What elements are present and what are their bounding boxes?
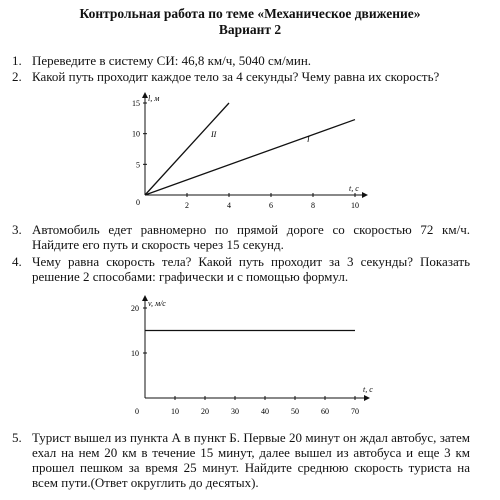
x-axis-label: t, с xyxy=(363,385,373,394)
x-tick-label: 8 xyxy=(311,201,315,210)
y-axis-label: l, м xyxy=(148,94,160,103)
x-tick-label: 70 xyxy=(351,407,359,416)
distance-time-chart xyxy=(0,90,500,220)
y-tick-label: 5 xyxy=(136,160,140,170)
question-text: Турист вышел из пункта А в пункт Б. Первые 20 минут он ждал автобус, затем ехал на нем 20 км в течение 15 минут, далее вышел из автобуса и еще 3 км прошел пешком за время 25 минут. Найдите среднюю скорость туриста на всем пути.(Ответ округлить до десятых). xyxy=(32,430,470,490)
question-text: Автомобиль едет равномерно по прямой дороге со скоростью 72 км/ч. Найдите его путь и скорость через 15 секунд. xyxy=(32,222,470,252)
x-axis-label: t, с xyxy=(349,184,359,193)
x-tick-label: 20 xyxy=(201,407,209,416)
question-text: Переведите в систему СИ: 46,8 км/ч, 5040 см/мин. xyxy=(32,53,312,68)
velocity-time-chart xyxy=(0,290,500,420)
x-tick-label: 60 xyxy=(321,407,329,416)
x-tick-label: 2 xyxy=(185,201,189,210)
question-4 xyxy=(12,254,470,284)
question-2 xyxy=(12,69,470,84)
x-tick-label: 6 xyxy=(269,201,273,210)
x-tick-label: 10 xyxy=(351,201,359,210)
question-number: 2. xyxy=(12,69,22,84)
y-tick-label: 10 xyxy=(132,129,140,139)
series-label: I xyxy=(307,134,310,144)
x-tick-label: 10 xyxy=(171,407,179,416)
variant-subtitle: Вариант 2 xyxy=(218,22,282,37)
y-tick-label: 15 xyxy=(132,99,140,108)
question-1 xyxy=(12,53,470,68)
y-axis-label: v, м/с xyxy=(148,299,166,308)
question-number: 1. xyxy=(12,53,22,68)
question-text: Чему равна скорость тела? Какой путь проходит за 3 секунды? Показать решение 2 способами: графически и с помощью формул. xyxy=(32,254,470,284)
x-tick-label: 40 xyxy=(261,407,269,416)
x-tick-label: 4 xyxy=(227,201,231,210)
series-line xyxy=(145,120,355,195)
question-number: 5. xyxy=(12,430,22,445)
series-label: II xyxy=(211,130,217,139)
page-title: Контрольная работа по теме «Механическое движение» xyxy=(79,6,421,21)
origin-label: 0 xyxy=(135,407,139,416)
question-3 xyxy=(12,222,470,252)
origin-label: 0 xyxy=(136,198,140,207)
x-tick-label: 30 xyxy=(231,407,239,416)
y-tick-label: 10 xyxy=(131,349,139,358)
x-tick-label: 50 xyxy=(291,407,299,416)
question-number: 3. xyxy=(12,222,22,237)
question-5 xyxy=(12,430,470,490)
y-tick-label: 20 xyxy=(131,304,139,313)
series-line xyxy=(145,103,229,195)
question-text: Какой путь проходит каждое тело за 4 секунды? Чему равна их скорость? xyxy=(32,69,440,84)
question-number: 4. xyxy=(12,254,22,269)
